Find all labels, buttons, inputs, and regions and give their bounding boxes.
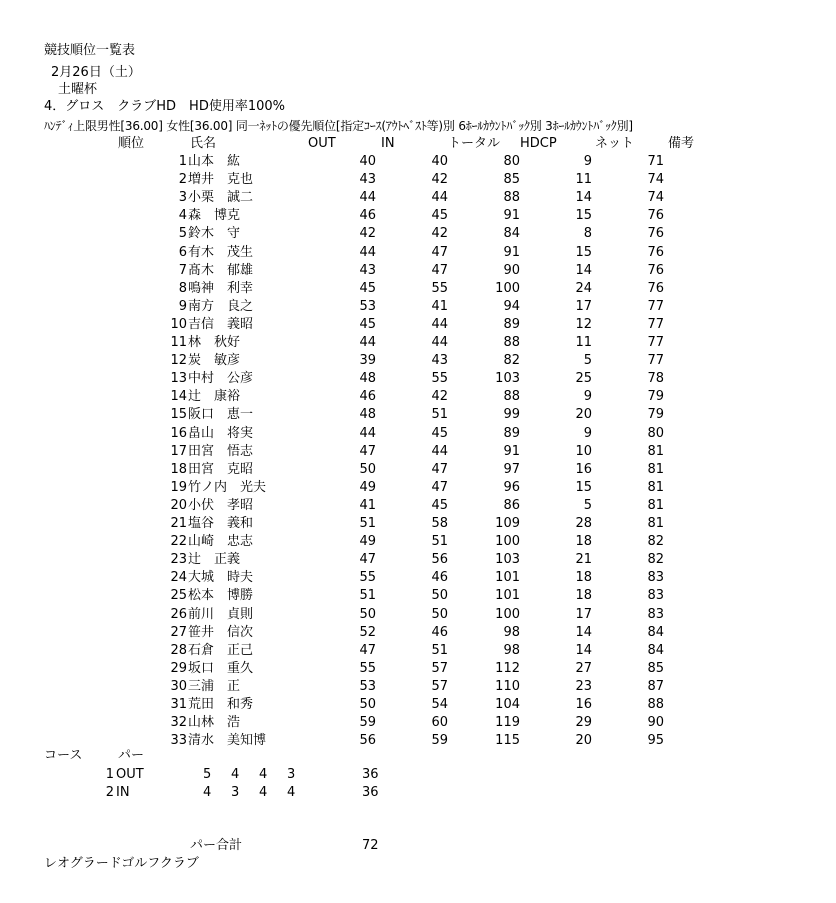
cell-in: 40 — [431, 154, 448, 169]
cell-out: 55 — [359, 661, 376, 676]
cell-rank: 26 — [170, 607, 187, 622]
cell-in: 47 — [431, 462, 448, 477]
cell-name: 石倉 正己 — [188, 643, 254, 658]
cell-hdcp: 9 — [583, 389, 592, 404]
header-note: 備考 — [668, 136, 695, 151]
cell-out: 41 — [359, 498, 376, 513]
header-name: 氏名 — [190, 136, 217, 151]
cell-total: 82 — [503, 353, 520, 368]
cell-in: 46 — [431, 570, 448, 585]
par-total-value: 72 — [362, 838, 379, 853]
course-number: 1 — [105, 767, 114, 782]
course-name: OUT — [116, 767, 144, 782]
cell-out: 46 — [359, 208, 376, 223]
cell-in: 55 — [431, 371, 448, 386]
cell-in: 44 — [431, 190, 448, 205]
cell-rank: 33 — [170, 733, 187, 748]
cell-name: 塩谷 義和 — [188, 516, 254, 531]
cell-total: 85 — [503, 172, 520, 187]
cell-in: 60 — [431, 715, 448, 730]
cell-name: 田宮 悟志 — [188, 444, 254, 459]
cell-in: 51 — [431, 534, 448, 549]
cell-in: 54 — [431, 697, 448, 712]
cell-rank: 29 — [170, 661, 187, 676]
cell-name: 前川 貞則 — [188, 607, 254, 622]
cell-hdcp: 5 — [583, 498, 592, 513]
cell-out: 44 — [359, 335, 376, 350]
par-total-label: パー合計 — [190, 838, 243, 853]
cell-net: 76 — [647, 281, 664, 296]
cell-name: 山本 紘 — [188, 154, 241, 169]
cell-net: 76 — [647, 245, 664, 260]
cell-in: 42 — [431, 389, 448, 404]
cell-net: 88 — [647, 697, 664, 712]
hole-par: 4 — [203, 785, 212, 800]
cell-out: 44 — [359, 245, 376, 260]
cell-hdcp: 28 — [575, 516, 592, 531]
cell-name: 清水 美知博 — [188, 733, 267, 748]
cell-total: 103 — [495, 371, 520, 386]
cell-name: 田宮 克昭 — [188, 462, 254, 477]
cell-in: 46 — [431, 625, 448, 640]
cell-total: 91 — [503, 444, 520, 459]
cell-name: 松本 博勝 — [188, 588, 254, 603]
cell-net: 81 — [647, 498, 664, 513]
cell-net: 79 — [647, 389, 664, 404]
cell-name: 阪口 恵一 — [188, 407, 254, 422]
cell-total: 90 — [503, 263, 520, 278]
cell-in: 55 — [431, 281, 448, 296]
cell-name: 辻 正義 — [188, 552, 241, 567]
hole-par: 4 — [259, 785, 268, 800]
handicap-rule: ﾊﾝﾃﾞｨ上限男性[36.00] 女性[36.00] 同一ﾈｯﾄの優先順位[指定ｺｰｽ(ｱｳﾄﾍﾞｽﾄ等)別 6ﾎｰﾙｶｳﾝﾄﾊﾞｯｸ別 3ﾎｰﾙｶｳﾝﾄﾊﾞｯｸ別] — [44, 119, 633, 133]
cell-rank: 32 — [170, 715, 187, 730]
cell-total: 98 — [503, 643, 520, 658]
cell-in: 47 — [431, 245, 448, 260]
cell-hdcp: 5 — [583, 353, 592, 368]
cell-in: 51 — [431, 407, 448, 422]
cell-out: 55 — [359, 570, 376, 585]
cell-rank: 2 — [178, 172, 187, 187]
cell-hdcp: 15 — [575, 208, 592, 223]
cell-name: 大城 時夫 — [188, 570, 254, 585]
cell-out: 42 — [359, 226, 376, 241]
cell-name: 炭 敏彦 — [188, 353, 241, 368]
cell-hdcp: 18 — [575, 534, 592, 549]
cell-in: 57 — [431, 661, 448, 676]
cell-in: 56 — [431, 552, 448, 567]
cell-rank: 9 — [178, 299, 187, 314]
cell-net: 81 — [647, 462, 664, 477]
cell-net: 84 — [647, 625, 664, 640]
cell-name: 有木 茂生 — [188, 245, 254, 260]
cell-rank: 31 — [170, 697, 187, 712]
cell-out: 50 — [359, 697, 376, 712]
cell-name: 中村 公彦 — [188, 371, 254, 386]
cell-out: 47 — [359, 552, 376, 567]
cell-out: 56 — [359, 733, 376, 748]
cell-out: 39 — [359, 353, 376, 368]
cell-out: 43 — [359, 172, 376, 187]
cell-rank: 4 — [178, 208, 187, 223]
cell-total: 80 — [503, 154, 520, 169]
cell-total: 112 — [495, 661, 520, 676]
doc-title: 競技順位一覧表 — [44, 43, 136, 58]
cell-total: 88 — [503, 389, 520, 404]
cell-net: 74 — [647, 172, 664, 187]
cell-out: 47 — [359, 643, 376, 658]
cell-out: 45 — [359, 317, 376, 332]
cell-rank: 6 — [178, 245, 187, 260]
cell-total: 89 — [503, 317, 520, 332]
cell-hdcp: 10 — [575, 444, 592, 459]
cell-net: 95 — [647, 733, 664, 748]
hole-par: 4 — [287, 785, 296, 800]
cell-name: 荒田 和秀 — [188, 697, 254, 712]
cell-net: 74 — [647, 190, 664, 205]
cell-total: 109 — [495, 516, 520, 531]
cell-rank: 25 — [170, 588, 187, 603]
cell-rank: 1 — [178, 154, 187, 169]
cell-total: 97 — [503, 462, 520, 477]
cell-out: 43 — [359, 263, 376, 278]
cell-out: 50 — [359, 462, 376, 477]
cell-net: 77 — [647, 299, 664, 314]
cell-hdcp: 15 — [575, 480, 592, 495]
cell-total: 94 — [503, 299, 520, 314]
cell-rank: 15 — [170, 407, 187, 422]
cell-in: 50 — [431, 588, 448, 603]
cell-rank: 19 — [170, 480, 187, 495]
cell-name: 坂口 重久 — [188, 661, 254, 676]
cell-total: 88 — [503, 335, 520, 350]
cell-total: 98 — [503, 625, 520, 640]
cell-hdcp: 23 — [575, 679, 592, 694]
cell-net: 77 — [647, 335, 664, 350]
cell-hdcp: 17 — [575, 607, 592, 622]
cell-hdcp: 18 — [575, 570, 592, 585]
header-total: トータル — [448, 136, 501, 151]
cell-name: 森 博克 — [188, 208, 241, 223]
cell-name: 山林 浩 — [188, 715, 241, 730]
cell-rank: 12 — [170, 353, 187, 368]
cell-name: 三浦 正 — [188, 679, 241, 694]
cell-total: 91 — [503, 208, 520, 223]
cell-name: 小伏 孝昭 — [188, 498, 254, 513]
cell-name: 小栗 誠二 — [188, 190, 254, 205]
cell-rank: 13 — [170, 371, 187, 386]
doc-date: 2月26日（土） — [51, 65, 141, 80]
cell-out: 46 — [359, 389, 376, 404]
cell-in: 51 — [431, 643, 448, 658]
course-name: IN — [116, 785, 130, 800]
cell-net: 83 — [647, 588, 664, 603]
cell-net: 81 — [647, 516, 664, 531]
cell-in: 59 — [431, 733, 448, 748]
cell-in: 42 — [431, 226, 448, 241]
cell-hdcp: 14 — [575, 625, 592, 640]
cell-total: 86 — [503, 498, 520, 513]
cell-in: 57 — [431, 679, 448, 694]
cell-in: 45 — [431, 208, 448, 223]
cell-name: 辻 康裕 — [188, 389, 241, 404]
cell-out: 48 — [359, 371, 376, 386]
header-out: OUT — [308, 136, 336, 151]
cell-out: 51 — [359, 516, 376, 531]
cell-net: 77 — [647, 317, 664, 332]
cell-rank: 21 — [170, 516, 187, 531]
cell-hdcp: 24 — [575, 281, 592, 296]
cell-rank: 5 — [178, 226, 187, 241]
cell-total: 96 — [503, 480, 520, 495]
hole-par: 4 — [259, 767, 268, 782]
header-rank: 順位 — [118, 136, 145, 151]
cell-rank: 28 — [170, 643, 187, 658]
cell-rank: 30 — [170, 679, 187, 694]
cell-in: 41 — [431, 299, 448, 314]
cell-total: 100 — [495, 607, 520, 622]
cell-hdcp: 21 — [575, 552, 592, 567]
cell-out: 40 — [359, 154, 376, 169]
cell-hdcp: 15 — [575, 245, 592, 260]
cell-in: 44 — [431, 335, 448, 350]
cell-name: 髙木 郁雄 — [188, 263, 254, 278]
competition-format: 4．グロス クラブHD HD使用率100% — [44, 99, 286, 114]
cell-name: 笹井 信次 — [188, 625, 254, 640]
cell-rank: 27 — [170, 625, 187, 640]
cell-rank: 8 — [178, 281, 187, 296]
cell-net: 76 — [647, 208, 664, 223]
club-name: レオグラードゴルフクラブ — [44, 856, 199, 871]
cell-hdcp: 16 — [575, 462, 592, 477]
cell-rank: 7 — [178, 263, 187, 278]
cell-out: 47 — [359, 444, 376, 459]
hole-par: 4 — [231, 767, 240, 782]
cell-rank: 14 — [170, 389, 187, 404]
cell-out: 53 — [359, 679, 376, 694]
course-par-sum: 36 — [362, 767, 379, 782]
cell-hdcp: 17 — [575, 299, 592, 314]
cell-hdcp: 18 — [575, 588, 592, 603]
cell-net: 77 — [647, 353, 664, 368]
cell-net: 87 — [647, 679, 664, 694]
cell-total: 115 — [495, 733, 520, 748]
cell-hdcp: 8 — [583, 226, 592, 241]
cell-hdcp: 14 — [575, 190, 592, 205]
cell-hdcp: 11 — [575, 335, 592, 350]
cell-net: 82 — [647, 534, 664, 549]
cell-rank: 18 — [170, 462, 187, 477]
cell-name: 吉信 義昭 — [188, 317, 254, 332]
header-net: ネット — [595, 136, 635, 151]
cell-in: 47 — [431, 263, 448, 278]
cell-out: 49 — [359, 480, 376, 495]
cell-total: 110 — [495, 679, 520, 694]
cell-out: 44 — [359, 426, 376, 441]
cell-rank: 17 — [170, 444, 187, 459]
cell-out: 53 — [359, 299, 376, 314]
cell-net: 84 — [647, 643, 664, 658]
cell-net: 80 — [647, 426, 664, 441]
cell-net: 71 — [647, 154, 664, 169]
header-in: IN — [381, 136, 395, 151]
cell-rank: 16 — [170, 426, 187, 441]
cell-name: 竹ノ内 光夫 — [188, 480, 267, 495]
cell-in: 50 — [431, 607, 448, 622]
cell-name: 林 秋好 — [188, 335, 241, 350]
cell-out: 45 — [359, 281, 376, 296]
cell-total: 99 — [503, 407, 520, 422]
cell-net: 85 — [647, 661, 664, 676]
cell-total: 88 — [503, 190, 520, 205]
cell-hdcp: 27 — [575, 661, 592, 676]
cell-net: 83 — [647, 570, 664, 585]
course-par-sum: 36 — [362, 785, 379, 800]
cell-in: 44 — [431, 444, 448, 459]
cell-out: 44 — [359, 190, 376, 205]
hole-par: 5 — [203, 767, 212, 782]
cell-rank: 20 — [170, 498, 187, 513]
cell-hdcp: 20 — [575, 733, 592, 748]
cell-net: 90 — [647, 715, 664, 730]
cell-name: 山崎 忠志 — [188, 534, 254, 549]
cell-name: 畠山 将実 — [188, 426, 254, 441]
cell-total: 101 — [495, 570, 520, 585]
cell-in: 47 — [431, 480, 448, 495]
cell-net: 76 — [647, 263, 664, 278]
cell-in: 43 — [431, 353, 448, 368]
cell-name: 鈴木 守 — [188, 226, 241, 241]
cell-rank: 3 — [178, 190, 187, 205]
cell-in: 45 — [431, 426, 448, 441]
cell-out: 50 — [359, 607, 376, 622]
hole-par: 3 — [287, 767, 296, 782]
cell-rank: 10 — [170, 317, 187, 332]
cell-in: 45 — [431, 498, 448, 513]
cell-in: 58 — [431, 516, 448, 531]
cell-hdcp: 16 — [575, 697, 592, 712]
cell-total: 104 — [495, 697, 520, 712]
cell-total: 100 — [495, 281, 520, 296]
cell-out: 51 — [359, 588, 376, 603]
course-number: 2 — [105, 785, 114, 800]
cell-name: 南方 良之 — [188, 299, 254, 314]
cell-name: 鳴神 利幸 — [188, 281, 254, 296]
cell-hdcp: 9 — [583, 154, 592, 169]
cell-out: 59 — [359, 715, 376, 730]
cell-in: 44 — [431, 317, 448, 332]
cell-total: 103 — [495, 552, 520, 567]
cell-net: 82 — [647, 552, 664, 567]
cell-hdcp: 9 — [583, 426, 592, 441]
cell-net: 83 — [647, 607, 664, 622]
cell-hdcp: 20 — [575, 407, 592, 422]
cell-rank: 23 — [170, 552, 187, 567]
cell-in: 42 — [431, 172, 448, 187]
cell-total: 100 — [495, 534, 520, 549]
cell-out: 48 — [359, 407, 376, 422]
cell-total: 119 — [495, 715, 520, 730]
cell-out: 52 — [359, 625, 376, 640]
cell-net: 81 — [647, 444, 664, 459]
cell-total: 91 — [503, 245, 520, 260]
cell-hdcp: 29 — [575, 715, 592, 730]
par-label: パー — [118, 748, 145, 763]
cell-hdcp: 11 — [575, 172, 592, 187]
cell-total: 89 — [503, 426, 520, 441]
cell-rank: 11 — [170, 335, 187, 350]
cell-net: 78 — [647, 371, 664, 386]
hole-par: 3 — [231, 785, 240, 800]
header-hdcp: HDCP — [520, 136, 557, 151]
cell-hdcp: 12 — [575, 317, 592, 332]
cell-hdcp: 14 — [575, 643, 592, 658]
event-name: 土曜杯 — [58, 82, 98, 97]
cell-total: 84 — [503, 226, 520, 241]
cell-rank: 22 — [170, 534, 187, 549]
course-label: コース — [44, 748, 83, 763]
cell-hdcp: 25 — [575, 371, 592, 386]
cell-name: 増井 克也 — [188, 172, 254, 187]
cell-total: 101 — [495, 588, 520, 603]
cell-net: 79 — [647, 407, 664, 422]
cell-net: 76 — [647, 226, 664, 241]
cell-net: 81 — [647, 480, 664, 495]
cell-out: 49 — [359, 534, 376, 549]
cell-hdcp: 14 — [575, 263, 592, 278]
cell-rank: 24 — [170, 570, 187, 585]
